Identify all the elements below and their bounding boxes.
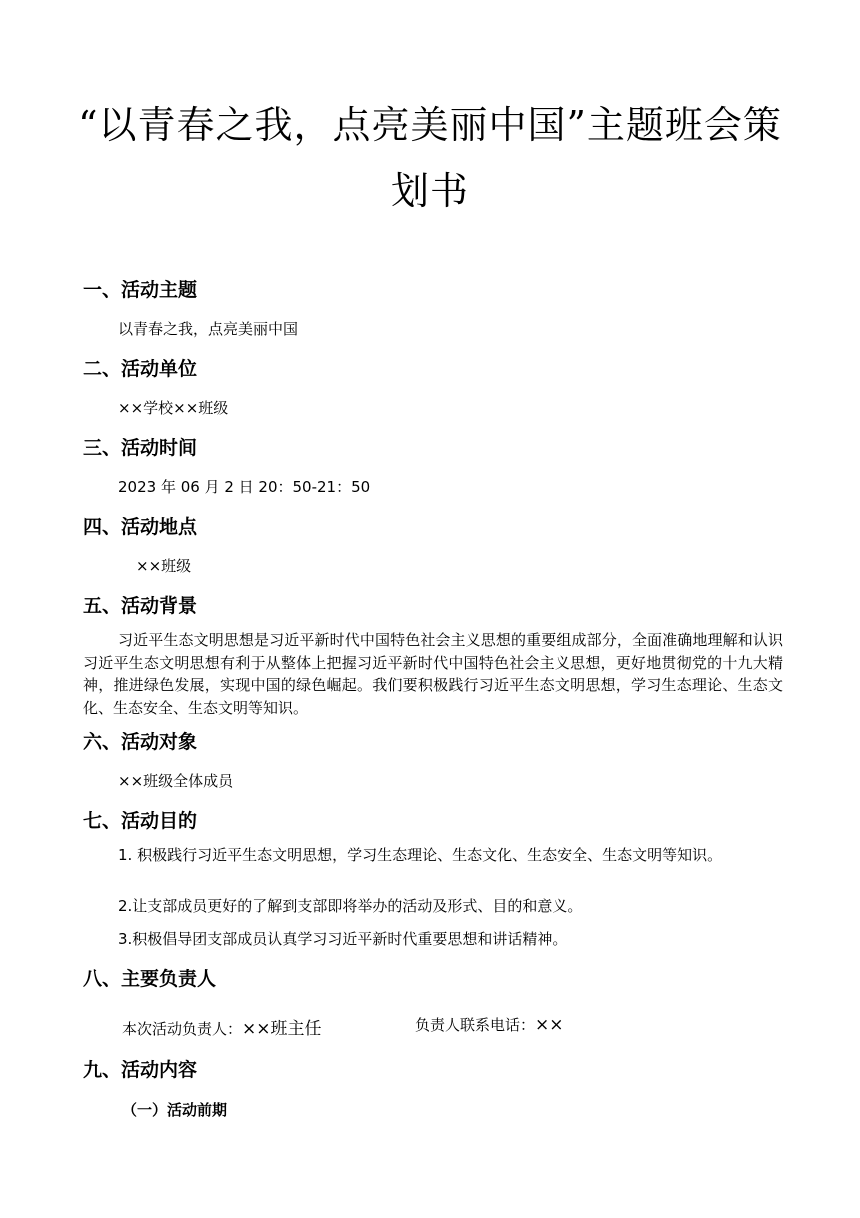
section-heading-unit: 二、活动单位 [83,358,198,380]
purpose-item-3: 3.积极倡导团支部成员认真学习习近平新时代重要思想和讲话精神。 [118,930,568,948]
phone-value: ×× [535,1015,564,1035]
section-body-time: 2023 年 06 月 2 日 20：50-21：50 [118,478,371,496]
section-body-audience: ××班级全体成员 [118,772,234,790]
document-title: “以青春之我，点亮美丽中国”主题班会策划书 [78,103,782,213]
section-heading-theme: 一、活动主题 [83,279,198,301]
section-body-location: ××班级 [136,557,192,575]
section-body-unit: ××学校××班级 [118,399,229,417]
section-heading-background: 五、活动背景 [83,595,198,617]
phone-line [415,1014,564,1035]
section-heading-location: 四、活动地点 [83,516,198,538]
purpose-item-2: 2.让支部成员更好的了解到支部即将举办的活动及形式、目的和意义。 [118,897,583,915]
leader-value: ××班主任 [242,1019,322,1039]
purpose-item-1: 1. 积极践行习近平生态文明思想，学习生态理论、生态文化、生态安全、生态文明等知识。 [118,846,723,864]
section-heading-responsible: 八、主要负责人 [83,968,217,990]
section-heading-time: 三、活动时间 [83,437,198,459]
leader-line [122,1014,322,1039]
section-body-theme: 以青春之我，点亮美丽中国 [118,320,299,338]
section-body-background: 习近平生态文明思想是习近平新时代中国特色社会主义思想的重要组成部分，全面准确地理解和认识习近平生态文明思想有利于从整体上把握习近平新时代中国特色社会主义思想，更好地贯彻党的十九大精神，推进绿色发展，实现中国的绿色崛起。我们要积极践行习近平生态文明思想，学习生态理论、生态文化、生态安全、生态文明等知识。 [83,631,783,717]
section-heading-audience: 六、活动对象 [83,731,198,753]
leader-label: 本次活动负责人： [122,1020,243,1038]
section-heading-purpose: 七、活动目的 [83,810,198,832]
subsection-heading-preparation: （一）活动前期 [122,1101,228,1119]
phone-label: 负责人联系电话： [415,1016,536,1034]
section-heading-content: 九、活动内容 [83,1059,198,1081]
